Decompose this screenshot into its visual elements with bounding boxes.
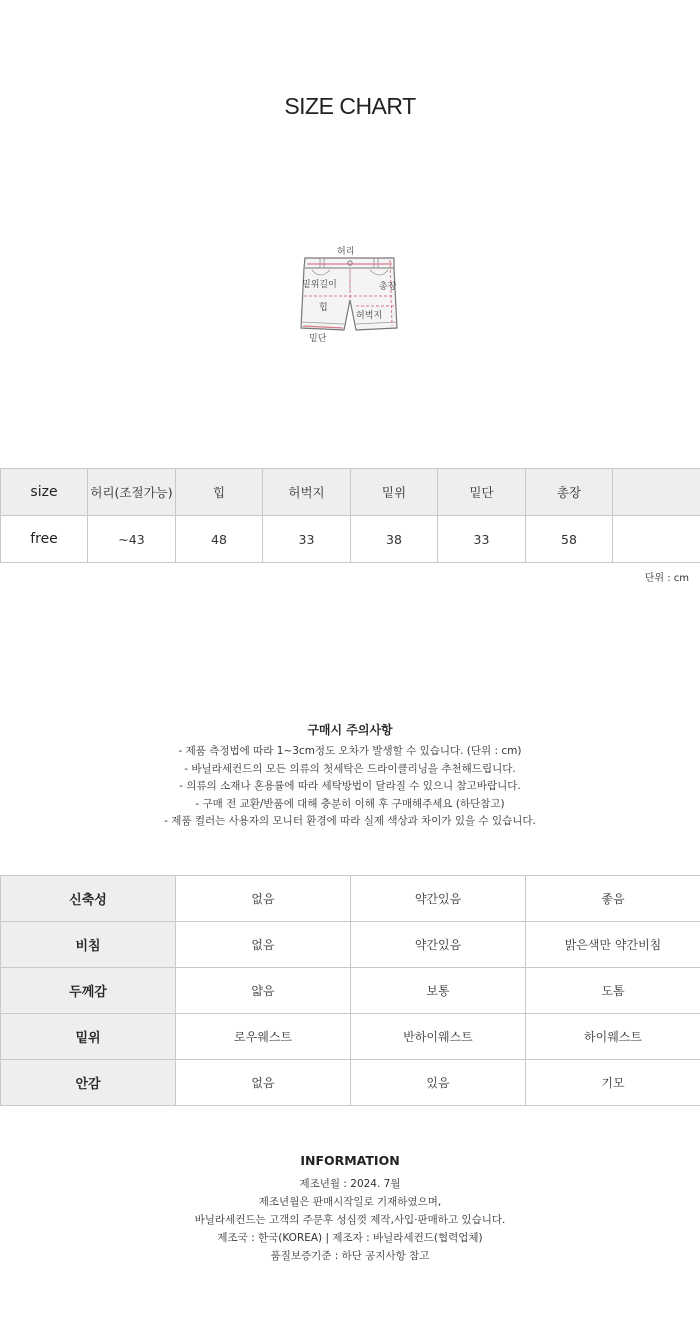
feature-row-thickness — [1, 968, 700, 1014]
feature-label: 안감 — [1, 1060, 176, 1106]
label-hip: 힙 — [319, 303, 328, 313]
cell-length: 58 — [526, 516, 613, 563]
label-rise: 밑위길이 — [302, 280, 337, 290]
feature-label: 두께감 — [1, 968, 176, 1014]
shorts-measurement-diagram — [290, 240, 410, 350]
feature-row-lining — [1, 1060, 700, 1106]
feature-table — [0, 875, 700, 1106]
notice-line: - 의류의 소재나 혼용률에 따라 세탁방법이 달라질 수 있으니 참고바랍니다. — [179, 780, 521, 792]
feature-row-sheerness — [1, 922, 700, 968]
table-row — [1, 516, 700, 563]
label-length: 총장 — [379, 282, 397, 292]
page-title: SIZE CHART — [284, 93, 416, 119]
information-line: 제조년월 : 2024. 7월 — [299, 1178, 401, 1190]
header-cell-rise: 밑위 — [351, 469, 438, 516]
header-cell-empty — [613, 469, 700, 516]
label-waist: 허리 — [337, 247, 355, 257]
size-table-header-row — [1, 469, 700, 516]
feature-label: 밑위 — [1, 1014, 176, 1060]
cell-waist: ~43 — [88, 516, 176, 563]
feature-option: 없음 — [176, 1060, 351, 1106]
unit-note: 단위 : cm — [644, 573, 689, 584]
feature-option: 기모 — [526, 1060, 700, 1106]
cell-thigh: 33 — [263, 516, 351, 563]
feature-option: 약간있음 — [351, 876, 526, 922]
feature-row-stretch — [1, 876, 700, 922]
feature-option: 있음 — [351, 1060, 526, 1106]
feature-option: 밝은색만 약간비침 — [526, 922, 700, 968]
information-line: 품질보증기준 : 하단 공지사항 참고 — [270, 1250, 430, 1262]
header-cell-length: 총장 — [526, 469, 613, 516]
cell-empty — [613, 516, 700, 563]
cell-size: free — [1, 516, 88, 563]
feature-option: 좋음 — [526, 876, 700, 922]
feature-option: 도톰 — [526, 968, 700, 1014]
notice-line: - 제품 컬러는 사용자의 모니터 환경에 따라 실제 색상과 차이가 있을 수 있습니다. — [164, 815, 536, 827]
information-line: 바닐라세컨드는 고객의 주문후 성심껏 제작,사입·판매하고 있습니다. — [194, 1214, 506, 1226]
header-cell-hem: 밑단 — [438, 469, 526, 516]
header-cell-waist: 허리(조절가능) — [88, 469, 176, 516]
header-cell-thigh: 허벅지 — [263, 469, 351, 516]
information-title: INFORMATION — [300, 1153, 400, 1168]
feature-option: 반하이웨스트 — [351, 1014, 526, 1060]
header-cell-size: size — [1, 469, 88, 516]
feature-option: 로우웨스트 — [176, 1014, 351, 1060]
feature-label: 신축성 — [1, 876, 176, 922]
header-cell-hip: 힙 — [176, 469, 263, 516]
feature-row-rise — [1, 1014, 700, 1060]
label-thigh: 허벅지 — [356, 311, 383, 321]
feature-option: 없음 — [176, 876, 351, 922]
cell-hem: 33 — [438, 516, 526, 563]
feature-option: 없음 — [176, 922, 351, 968]
feature-option: 약간있음 — [351, 922, 526, 968]
notice-line: - 바닐라세컨드의 모든 의류의 첫세탁은 드라이클리닝을 추천해드립니다. — [184, 762, 516, 775]
notice-list — [0, 743, 700, 831]
cell-hip: 48 — [176, 516, 263, 563]
feature-label: 비침 — [1, 922, 176, 968]
feature-option: 보통 — [351, 968, 526, 1014]
information-list — [0, 1175, 700, 1265]
label-hem: 밑단 — [309, 334, 327, 344]
notice-title: 구매시 주의사항 — [307, 723, 393, 737]
notice-line: - 제품 측정법에 따라 1~3cm정도 오차가 발생할 수 있습니다. (단위 : cm) — [178, 745, 522, 757]
information-line: 제조년월은 판매시작일로 기재하였으며, — [258, 1196, 442, 1208]
cell-rise: 38 — [351, 516, 438, 563]
size-table — [0, 468, 700, 563]
notice-line: - 구매 전 교환/반품에 대해 충분히 이해 후 구매해주세요 (하단참고) — [195, 797, 505, 810]
feature-option: 하이웨스트 — [526, 1014, 700, 1060]
feature-option: 얇음 — [176, 968, 351, 1014]
information-line: 제조국 : 한국(KOREA) | 제조자 : 바닐라세컨드(협력업체) — [217, 1232, 483, 1244]
